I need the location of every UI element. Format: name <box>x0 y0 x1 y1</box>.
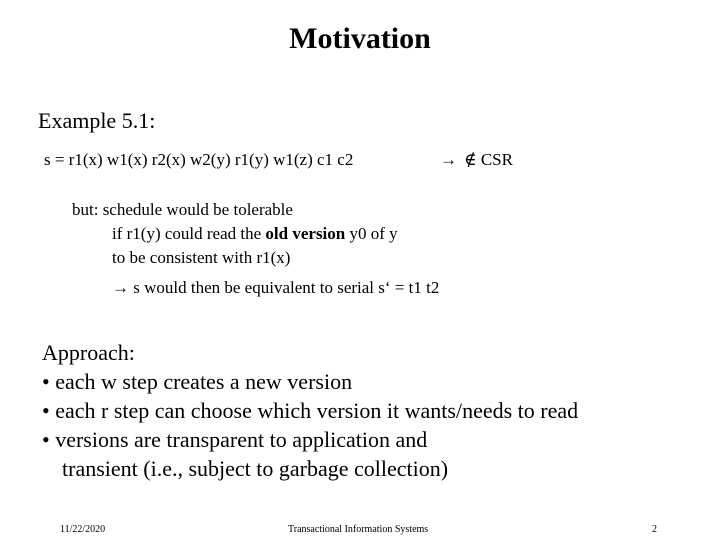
if-line-prefix: if r1(y) could read the <box>112 224 266 243</box>
slide-title: Motivation <box>289 22 431 55</box>
example-heading: Example 5.1: <box>38 108 156 133</box>
bullet-item: • versions are transparent to application and <box>42 427 428 452</box>
old-version-emphasis: old version <box>265 224 346 243</box>
equivalence-line <box>112 278 439 298</box>
not-in-csr-note: ∉ CSR <box>464 150 513 169</box>
if-line <box>112 224 398 244</box>
if-line-suffix: y0 of y <box>345 224 398 243</box>
implies-arrow-icon: → <box>112 278 129 297</box>
but-line: but: schedule would be tolerable <box>72 200 293 219</box>
approach-heading: Approach: <box>42 340 135 365</box>
footer-page-number: 2 <box>652 524 657 535</box>
bullet-item: • each r step can choose which version it wants/needs to read <box>42 398 579 423</box>
footer-title: Transactional Information Systems <box>288 524 429 535</box>
schedule-definition: s = r1(x) w1(x) r2(x) w2(y) r1(y) w1(z) c1 c2 <box>44 150 354 169</box>
implies-arrow-icon: → <box>440 150 457 169</box>
equivalence-text: s would then be equivalent to serial s‘ = t1 t2 <box>129 278 440 297</box>
consistent-line: to be consistent with r1(x) <box>112 248 291 267</box>
bullet-item: • each w step creates a new version <box>42 369 353 394</box>
bullet-continuation: transient (i.e., subject to garbage collection) <box>62 456 449 481</box>
footer-date: 11/22/2020 <box>60 524 106 535</box>
approach-block <box>42 338 578 483</box>
